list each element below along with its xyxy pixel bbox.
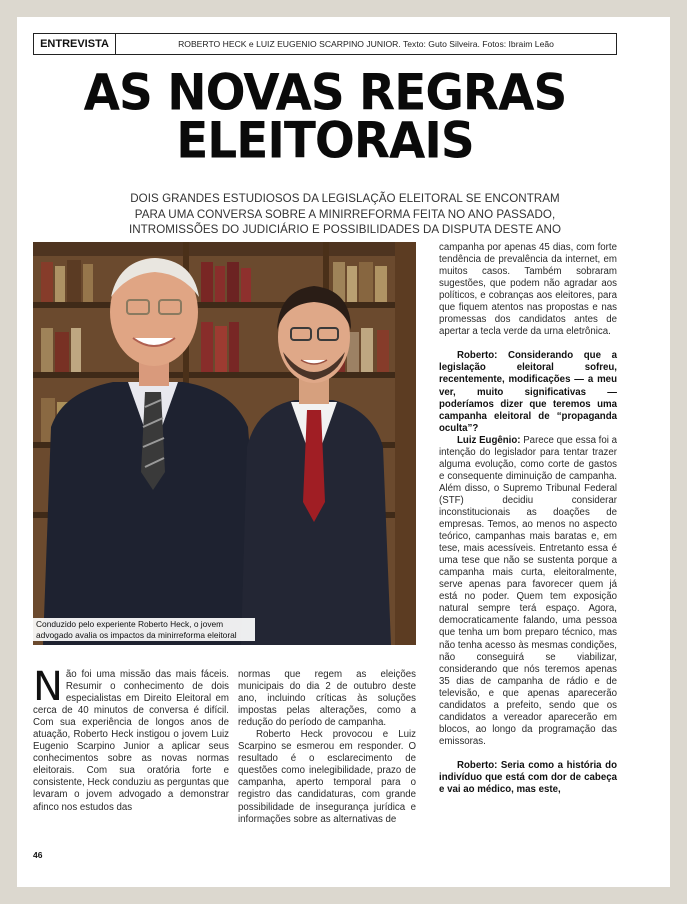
subtitle-line-2: PARA UMA CONVERSA SOBRE A MINIRREFORMA FEITA NO ANO PASSADO, [134, 207, 556, 221]
page-number: 46 [33, 850, 43, 860]
subtitle-line-3: INTROMISSÕES DO JUDICIÁRIO E POSSIBILIDADES DA DISPUTA DESTE ANO [128, 223, 562, 236]
interview-photo [33, 242, 416, 645]
title-line-2: ELEITORAIS [176, 111, 474, 170]
question-1: Roberto: Considerando que a legislação eleitoral sofreu, recentemente, modificações — a meu ver, muito significativas — poderíamos dizer que teremos uma campanha eleitoral de “propaganda oculta”? [439, 350, 617, 434]
answer-1 [439, 435, 617, 748]
column-3-paragraph-1: campanha por apenas 45 dias, com forte tendência de prevalência da internet, em muitos casos. Também sobraram sugestões, que podem não agradar aos políticos, e cobranças aos eleitores, para que fiquem atentos nas propostas e nas promessas dos candidatos antes de apertar a tecla verde da urna eletrônica. [439, 242, 617, 338]
article-subtitle [110, 191, 580, 238]
article-column-1 [33, 664, 229, 814]
section-label: ENTREVISTA [34, 34, 116, 54]
article-credits: ROBERTO HECK e LUIZ EUGENIO SCARPINO JUNIOR. Texto: Guto Silveira. Fotos: Ibraim Leão [178, 39, 554, 49]
photo-illustration [33, 242, 416, 645]
question-2: Roberto: Seria como a história do indivíduo que está com dor de cabeça e vai ao médico, mas este, [439, 759, 617, 796]
photo-caption: Conduzido pelo experiente Roberto Heck, o jovem advogado avalia os impactos da minirreforma eleitoral [33, 618, 255, 641]
subtitle-line-1: DOIS GRANDES ESTUDIOSOS DA LEGISLAÇÃO ELEITORAL SE ENCONTRAM [130, 192, 560, 205]
header-bar [33, 33, 617, 55]
intro-text: ão foi uma missão das mais fáceis. Resumir o conhecimento de dois especialistas em Direito Eleitoral em cerca de 40 minutos de conversa é difícil. Com sua experiência de longos anos de atuação, Roberto Heck instigou o jovem Luiz Eugenio Scarpino Junior a aplicar seus conhecimentos sobre as novas normas eleitorais. Com sua oratória forte e consistente, Heck conduziu as perguntas que levaram o jovem advogado a demonstrar afinco nos estudos das [33, 669, 229, 813]
drop-cap: N [33, 664, 63, 710]
article-column-2 [238, 669, 416, 826]
intro-paragraph [33, 664, 229, 814]
article-title [33, 64, 617, 170]
column-2-paragraph-1: normas que regem as eleições municipais do dia 2 de outubro deste ano, incluindo críticas às soluções impostas pelas alterações, como a redução do período de campanha. [238, 669, 416, 729]
answer-1-text: Parece que essa foi a intenção do legislador para tentar trazer alguma evolução, como corte de gastos e consequente diminuição de campanha. Além disso, o Supremo Tribunal Federal (STF) decidiu considerar inconstitucionais as doações de empresas. Temos, ao menos no aspecto teórico, campanhas mais baratas e, em tese, mais acessíveis. Entretanto essa é uma tese que não se sustenta porque a campanha mais curta, eleitoralmente, serve apenas para favorecer quem já está no poder. Quem tem exposição natural sempre terá espaço. Agora, democraticamente falando, uma pessoa que tenha um bom preparo técnico, mas não tenha acesso às mesmas condições, não conseguirá se viabilizar, considerando que nós teremos apenas 35 dias de campanha de rádio e de televisão, e que apenas aparecerão candidatos a prefeito, sendo que os candidatos a vereador aparecerão em blocos, ao longo da programação das emissoras. [439, 434, 617, 747]
article-column-3 [439, 242, 617, 796]
answer-1-speaker: Luiz Eugênio: [457, 434, 521, 446]
column-2-paragraph-2: Roberto Heck provocou e Luiz Scarpino se esmerou em responder. O resultado é o esclarecimento de questões como inelegibilidade, prazo de campanha, aperto temporal para o registro das candidaturas, com grande possibilidade de insegurança jurídica e informações sobre as alternativas de [238, 729, 416, 825]
title-line-1: AS NOVAS REGRAS [83, 64, 567, 123]
